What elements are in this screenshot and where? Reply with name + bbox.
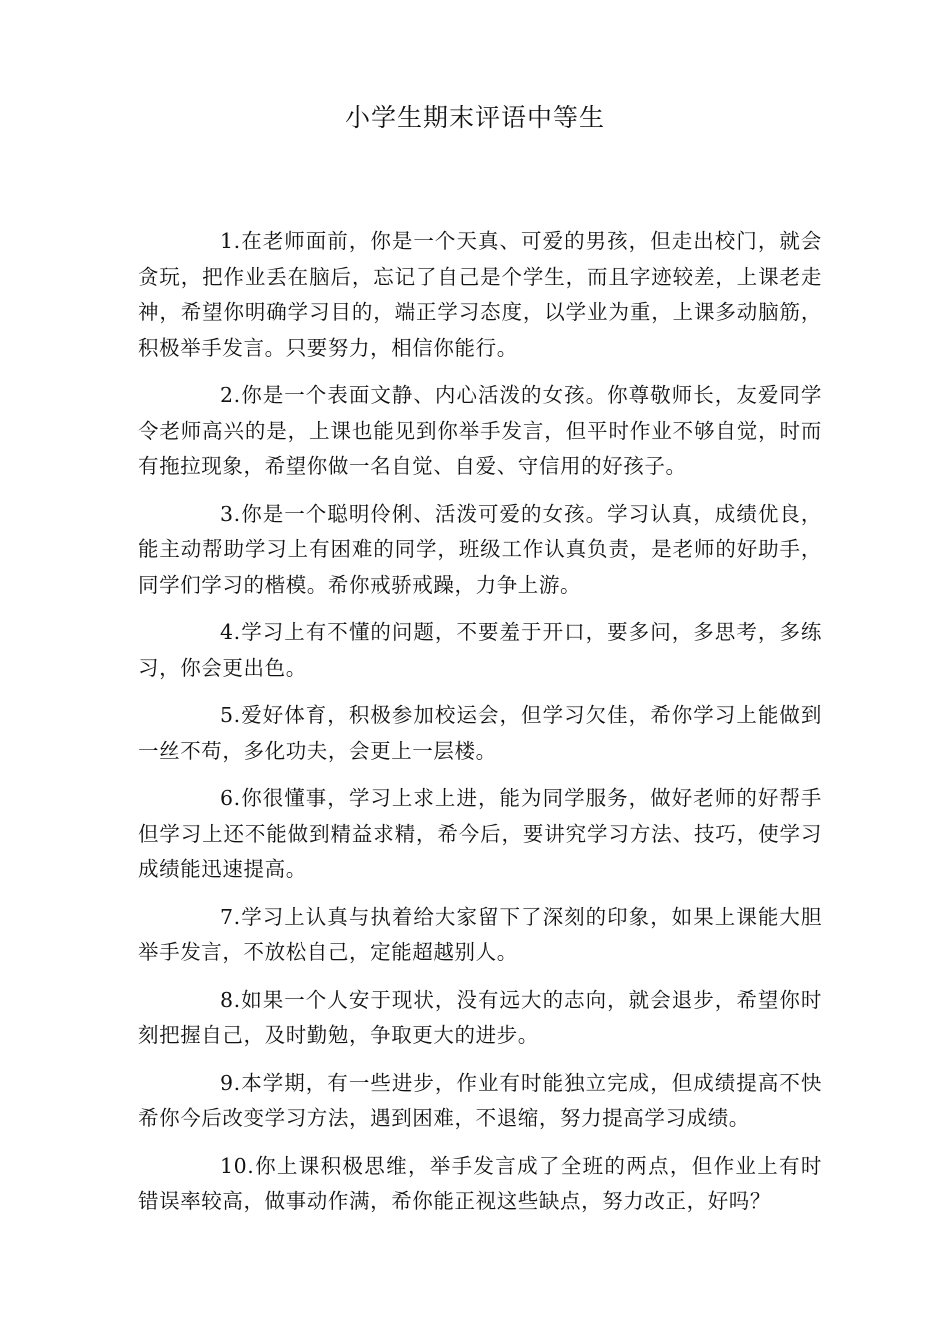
comment-text: 如果一个人安于现状，没有远大的志向，就会退步，希望你时刻把握自己，及时勤勉，争取更大的进步。 [138, 987, 822, 1047]
comment-number: 2. [220, 383, 241, 407]
comment-number: 7. [220, 904, 241, 929]
comment-item [138, 1149, 822, 1220]
comment-item [138, 900, 822, 971]
comment-item [138, 497, 822, 604]
comment-number: 3. [220, 501, 241, 526]
comment-number: 10. [220, 1153, 255, 1178]
comment-text: 本学期，有一些进步，作业有时能独立完成，但成绩提高不快希你今后改变学习方法，遇到困难，不退缩，努力提高学习成绩。 [138, 1070, 822, 1130]
comment-number: 1. [220, 229, 241, 253]
comment-text: 爱好体育，积极参加校运会，但学习欠佳，希你学习上能做到一丝不苟，多化功夫，会更上一层楼。 [138, 703, 822, 763]
comment-text: 你是一个聪明伶俐、活泼可爱的女孩。学习认真，成绩优良，能主动帮助学习上有困难的同学，班级工作认真负责，是老师的好助手，同学们学习的楷模。希你戒骄戒躁，力争上游。 [138, 501, 822, 597]
comment-text: 你很懂事，学习上求上进，能为同学服务，做好老师的好帮手但学习上还不能做到精益求精，希今后，要讲究学习方法、技巧，使学习成绩能迅速提高。 [138, 786, 822, 881]
comment-number: 6. [220, 786, 241, 810]
comment-item [138, 781, 822, 888]
comment-text: 你是一个表面文静、内心活泼的女孩。你尊敬师长，友爱同学令老师高兴的是，上课也能见到你举手发言，但平时作业不够自觉，时而有拖拉现象，希望你做一名自觉、自爱、守信用的好孩子。 [138, 383, 822, 478]
comment-item [138, 698, 822, 769]
comment-item [138, 615, 822, 686]
comment-item [138, 224, 822, 366]
comment-item [138, 983, 822, 1054]
comment-number: 9. [220, 1070, 241, 1095]
comment-number: 5. [220, 703, 241, 727]
comment-number: 4. [220, 620, 241, 644]
comment-number: 8. [220, 987, 241, 1012]
comment-text: 学习上有不懂的问题，不要羞于开口，要多问，多思考，多练习，你会更出色。 [138, 620, 822, 680]
comment-item [138, 1066, 822, 1137]
comment-text: 你上课积极思维，举手发言成了全班的两点，但作业上有时错误率较高，做事动作满，希你能正视这些缺点，努力改正，好吗？ [138, 1153, 822, 1213]
comment-list [138, 224, 822, 1232]
document-title: 小学生期末评语中等生 [344, 103, 605, 132]
comment-item [138, 378, 822, 485]
comment-text: 在老师面前，你是一个天真、可爱的男孩，但走出校门，就会贪玩，把作业丢在脑后，忘记了自己是个学生，而且字迹较差，上课老走神，希望你明确学习目的，端正学习态度，以学业为重，上课多动脑筋，积极举手发言。只要努力，相信你能行。 [138, 229, 822, 360]
comment-text: 学习上认真与执着给大家留下了深刻的印象，如果上课能大胆举手发言，不放松自己，定能超越别人。 [138, 904, 822, 964]
